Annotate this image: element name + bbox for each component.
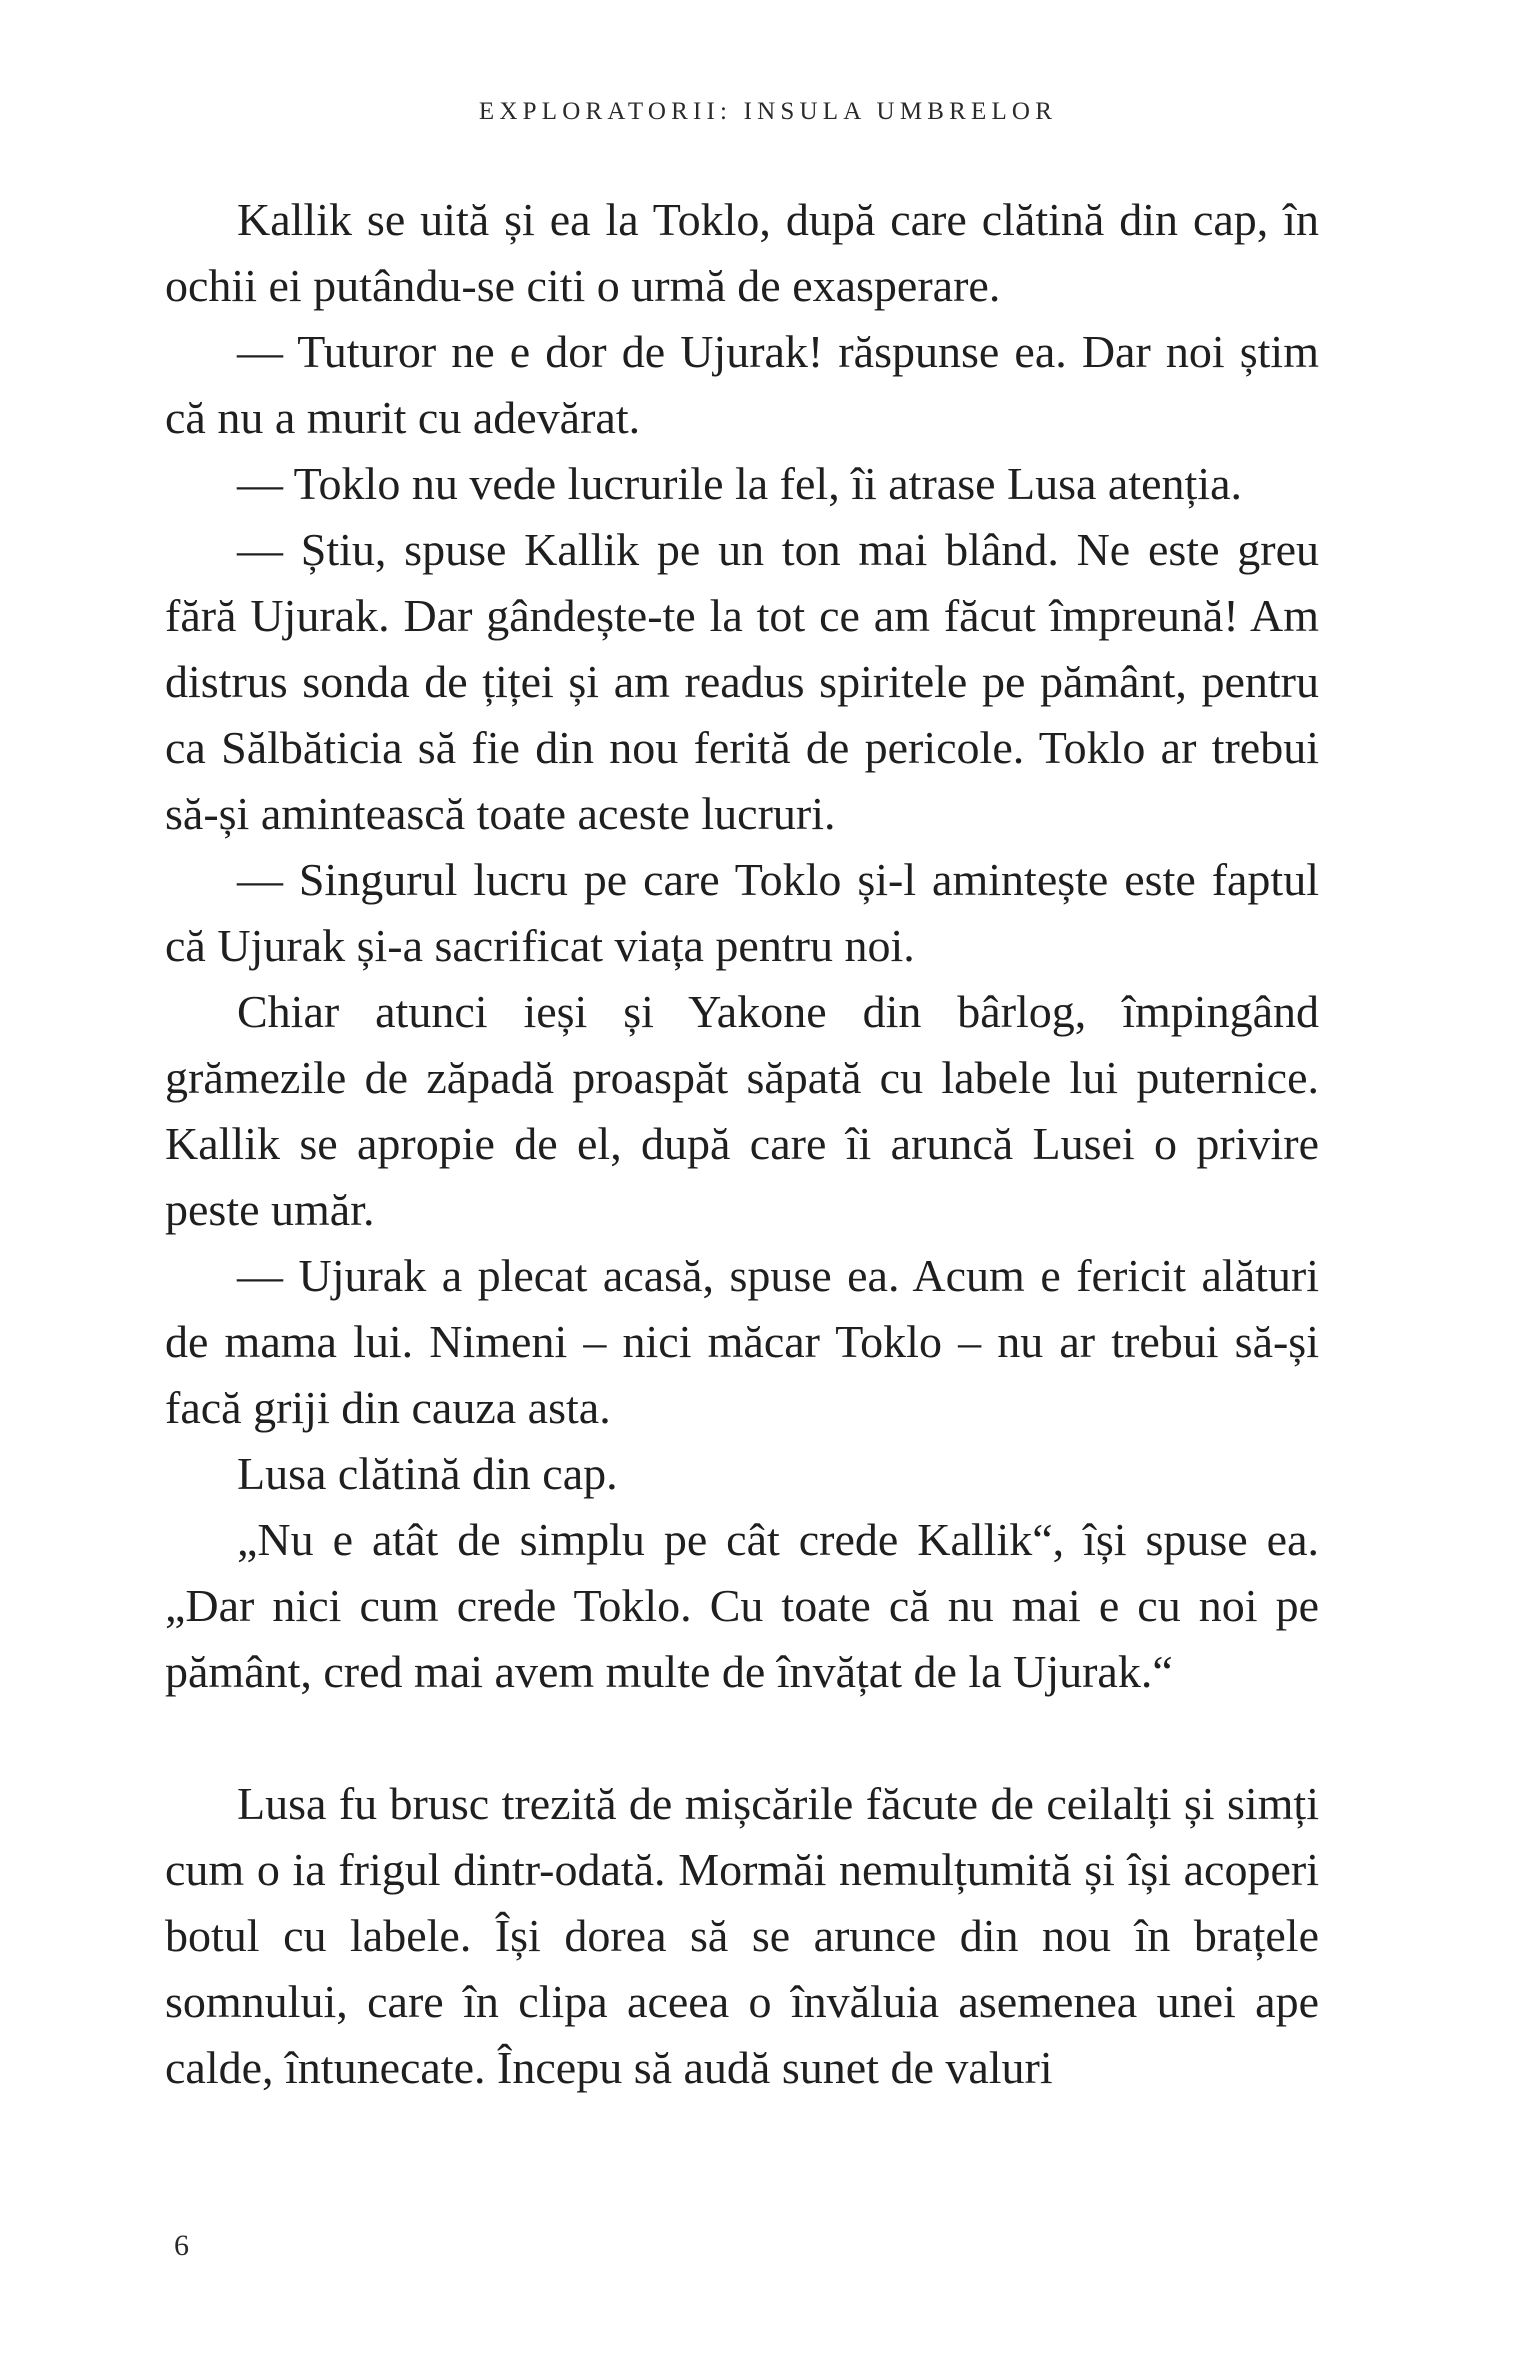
paragraph: — Singurul lucru pe care Toklo și-l amintește este faptul că Ujurak și-a sacrificat viața pentru noi. bbox=[165, 854, 1319, 971]
paragraph: Lusa fu brusc trezită de mișcările făcute de ceilalți și simți cum o ia frigul dintr-odată. Mormăi nemulțumită și își acoperi botul cu labele. Își dorea să se arunce din nou în brațele somnului, care în clipa aceea o învăluia asemenea unei ape calde, întunecate. Începu să audă sunet de valuri bbox=[165, 1778, 1319, 2093]
section-break bbox=[165, 1705, 1319, 1771]
paragraph: „Nu e atât de simplu pe cât crede Kallik“, își spuse ea. „Dar nici cum crede Toklo. Cu toate că nu mai e cu noi pe pământ, cred mai avem multe de învățat de la Ujurak.“ bbox=[165, 1514, 1319, 1697]
paragraph: Chiar atunci ieși și Yakone din bârlog, împingând grămezile de zăpadă proaspăt săpată cu labele lui puternice. Kallik se apropie de el, după care îi aruncă Lusei o privire peste umăr. bbox=[165, 986, 1319, 1235]
paragraph: Kallik se uită și ea la Toklo, după care clătină din cap, în ochii ei putându-se citi o urmă de exasperare. bbox=[165, 194, 1319, 311]
paragraph: Lusa clătină din cap. bbox=[237, 1448, 618, 1499]
paragraph: — Ujurak a plecat acasă, spuse ea. Acum e fericit alături de mama lui. Nimeni – nici măcar Toklo – nu ar trebui să-și facă griji din cauza asta. bbox=[165, 1250, 1319, 1433]
page-number: 6 bbox=[174, 2229, 189, 2262]
paragraph: — Știu, spuse Kallik pe un ton mai blând. Ne este greu fără Ujurak. Dar gândește-te la tot ce am făcut împreună! Am distrus sonda de țiței și am readus spiritele pe pământ, pentru ca Sălbăticia să fie din nou ferită de pericole. Toklo ar trebui să-și amintească toate aceste lucruri. bbox=[165, 524, 1319, 839]
paragraph: — Toklo nu vede lucrurile la fel, îi atrase Lusa atenția. bbox=[237, 458, 1243, 509]
running-header: EXPLORATORII: INSULA UMBRELOR bbox=[478, 98, 1058, 125]
paragraph: — Tuturor ne e dor de Ujurak! răspunse ea. Dar noi știm că nu a murit cu adevărat. bbox=[165, 326, 1319, 443]
page-body bbox=[165, 187, 1319, 2101]
